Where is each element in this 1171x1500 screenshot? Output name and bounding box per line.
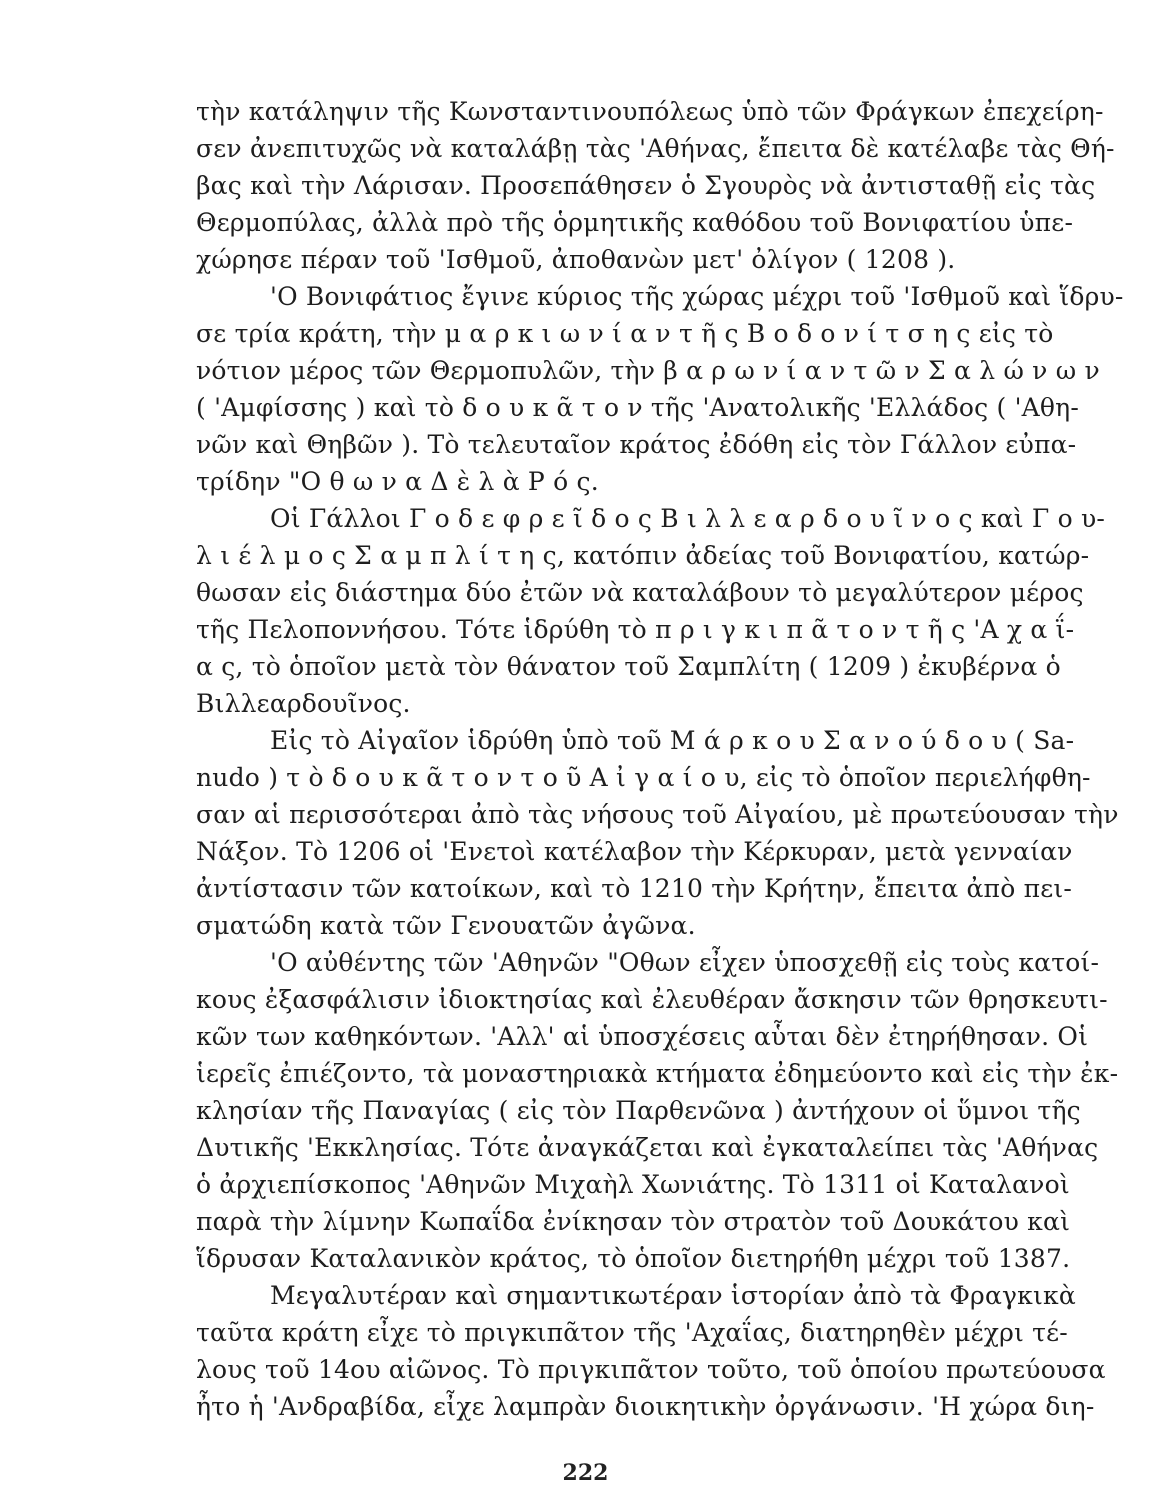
text-line: χώρησε πέραν τοῦ 'Ισθμοῦ, ἀποθανὼν μετ' ὀλίγον ( 1208 ). — [196, 245, 956, 274]
text-line: Νάξον. Τὸ 1206 οἱ 'Ενετοὶ κατέλαβον τὴν Κέρκυραν, μετὰ γενναίαν — [196, 837, 1073, 866]
text-line: λους τοῦ 14ου αἰῶνος. Τὸ πριγκιπᾶτον τοῦτο, τοῦ ὁποίου πρωτεύουσα — [196, 1355, 1106, 1384]
text-line: nudo ) τ ὸ δ ο υ κ ᾶ τ ο ν τ ο ῦ Α ἰ γ α ί ο υ, εἰς τὸ ὁποῖον περιελήφθη- — [196, 763, 1091, 792]
paragraph-start-line: Οἱ Γάλλοι Γ ο δ ε φ ρ ε ῖ δ ο ς Β ι λ λ ε α ρ δ ο υ ῖ ν ο ς καὶ Γ ο υ- — [270, 504, 1106, 533]
text-line: ἀντίστασιν τῶν κατοίκων, καὶ τὸ 1210 τὴν Κρήτην, ἔπειτα ἀπὸ πει- — [196, 874, 1073, 903]
text-line: νῶν καὶ Θηβῶν ). Τὸ τελευταῖον κράτος ἐδόθη εἰς τὸν Γάλλον εὐπα- — [196, 430, 1077, 459]
text-line: ( 'Αμφίσσης ) καὶ τὸ δ ο υ κ ᾶ τ ο ν τῆς 'Ανατολικῆς 'Ελλάδος ( 'Αθη- — [196, 393, 1079, 422]
text-line: κλησίαν τῆς Παναγίας ( εἰς τὸν Παρθενῶνα ) ἀντήχουν οἱ ὕμνοι τῆς — [196, 1096, 1081, 1125]
text-line: ὁ ἀρχιεπίσκοπος 'Αθηνῶν Μιχαὴλ Χωνιάτης. Τὸ 1311 οἱ Καταλανοὶ — [196, 1170, 1070, 1199]
text-line: κῶν των καθηκόντων. 'Αλλ' αἱ ὑποσχέσεις αὗται δὲν ἐτηρήθησαν. Οἱ — [196, 1022, 1089, 1051]
text-line: τῆς Πελοποννήσου. Τότε ἱδρύθη τὸ π ρ ι γ κ ι π ᾶ τ ο ν τ ῆ ς 'Α χ α ΐ- — [196, 615, 1075, 644]
page-number: 222 — [562, 1460, 609, 1486]
text-line: ἱερεῖς ἐπιέζοντο, τὰ μοναστηριακὰ κτήματα ἐδημεύοντο καὶ εἰς τὴν ἐκ- — [196, 1059, 1119, 1088]
text-line: σε τρία κράτη, τὴν μ α ρ κ ι ω ν ί α ν τ ῆ ς Β ο δ ο ν ί τ σ η ς εἰς τὸ — [196, 319, 1054, 348]
text-line: Θερμοπύλας, ἀλλὰ πρὸ τῆς ὁρμητικῆς καθόδου τοῦ Βονιφατίου ὑπε- — [196, 208, 1074, 237]
document-page — [196, 92, 1124, 1422]
text-line: σματώδη κατὰ τῶν Γενουατῶν ἀγῶνα. — [196, 911, 696, 940]
text-line: βας καὶ τὴν Λάρισαν. Προσεπάθησεν ὁ Σγουρὸς νὰ ἀντισταθῇ εἰς τὰς — [196, 171, 1096, 200]
text-line: τὴν κατάληψιν τῆς Κωνσταντινουπόλεως ὑπὸ τῶν Φράγκων ἐπεχείρη- — [196, 97, 1104, 126]
text-line: σεν ἀνεπιτυχῶς νὰ καταλάβῃ τὰς 'Αθήνας, ἔπειτα δὲ κατέλαβε τὰς Θή- — [196, 134, 1115, 163]
text-line: κους ἐξασφάλισιν ἰδιοκτησίας καὶ ἐλευθέραν ἄσκησιν τῶν θρησκευτι- — [196, 985, 1108, 1014]
text-line: παρὰ τὴν λίμνην Κωπαΐδα ἐνίκησαν τὸν στρατὸν τοῦ Δουκάτου καὶ — [196, 1207, 1071, 1236]
text-line: ἵδρυσαν Καταλανικὸν κράτος, τὸ ὁποῖον διετηρήθη μέχρι τοῦ 1387. — [196, 1244, 1071, 1273]
paragraph-start-line: 'Ο Βονιφάτιος ἔγινε κύριος τῆς χώρας μέχρι τοῦ 'Ισθμοῦ καὶ ἵδρυ- — [270, 282, 1124, 311]
paragraph-start-line: Μεγαλυτέραν καὶ σημαντικωτέραν ἱστορίαν ἀπὸ τὰ Φραγκικὰ — [270, 1281, 1076, 1310]
paragraph-start-line: 'Ο αὐθέντης τῶν 'Αθηνῶν "Οθων εἶχεν ὑποσχεθῇ εἰς τοὺς κατοί- — [270, 948, 1100, 977]
text-line: λ ι έ λ μ ο ς Σ α μ π λ ί τ η ς, κατόπιν ἀδείας τοῦ Βονιφατίου, κατώρ- — [196, 541, 1090, 570]
text-line: α ς, τὸ ὁποῖον μετὰ τὸν θάνατον τοῦ Σαμπλίτη ( 1209 ) ἐκυβέρνα ὁ — [196, 652, 1061, 681]
text-line: ἦτο ἡ 'Ανδραβίδα, εἶχε λαμπρὰν διοικητικὴν ὀργάνωσιν. 'Η χώρα διη- — [196, 1392, 1095, 1421]
text-line: Δυτικῆς 'Εκκλησίας. Τότε ἀναγκάζεται καὶ ἐγκαταλείπει τὰς 'Αθήνας — [196, 1133, 1099, 1162]
text-line: τρίδην "Ο θ ω ν α Δ ὲ λ ὰ Ρ ό ς. — [196, 467, 599, 496]
text-line: νότιον μέρος τῶν Θερμοπυλῶν, τὴν β α ρ ω ν ί α ν τ ῶ ν Σ α λ ώ ν ω ν — [196, 356, 1100, 385]
text-line: ταῦτα κράτη εἶχε τὸ πριγκιπᾶτον τῆς 'Αχαΐας, διατηρηθὲν μέχρι τέ- — [196, 1318, 1068, 1347]
text-line: Βιλλεαρδουῖνος. — [196, 689, 411, 718]
paragraph-start-line: Εἰς τὸ Αἰγαῖον ἱδρύθη ὑπὸ τοῦ Μ ά ρ κ ο υ Σ α ν ο ύ δ ο υ ( Sa- — [270, 726, 1075, 755]
text-line: θωσαν εἰς διάστημα δύο ἐτῶν νὰ καταλάβουν τὸ μεγαλύτερον μέρος — [196, 578, 1084, 607]
text-line: σαν αἱ περισσότεραι ἀπὸ τὰς νήσους τοῦ Αἰγαίου, μὲ πρωτεύουσαν τὴν — [196, 800, 1119, 829]
